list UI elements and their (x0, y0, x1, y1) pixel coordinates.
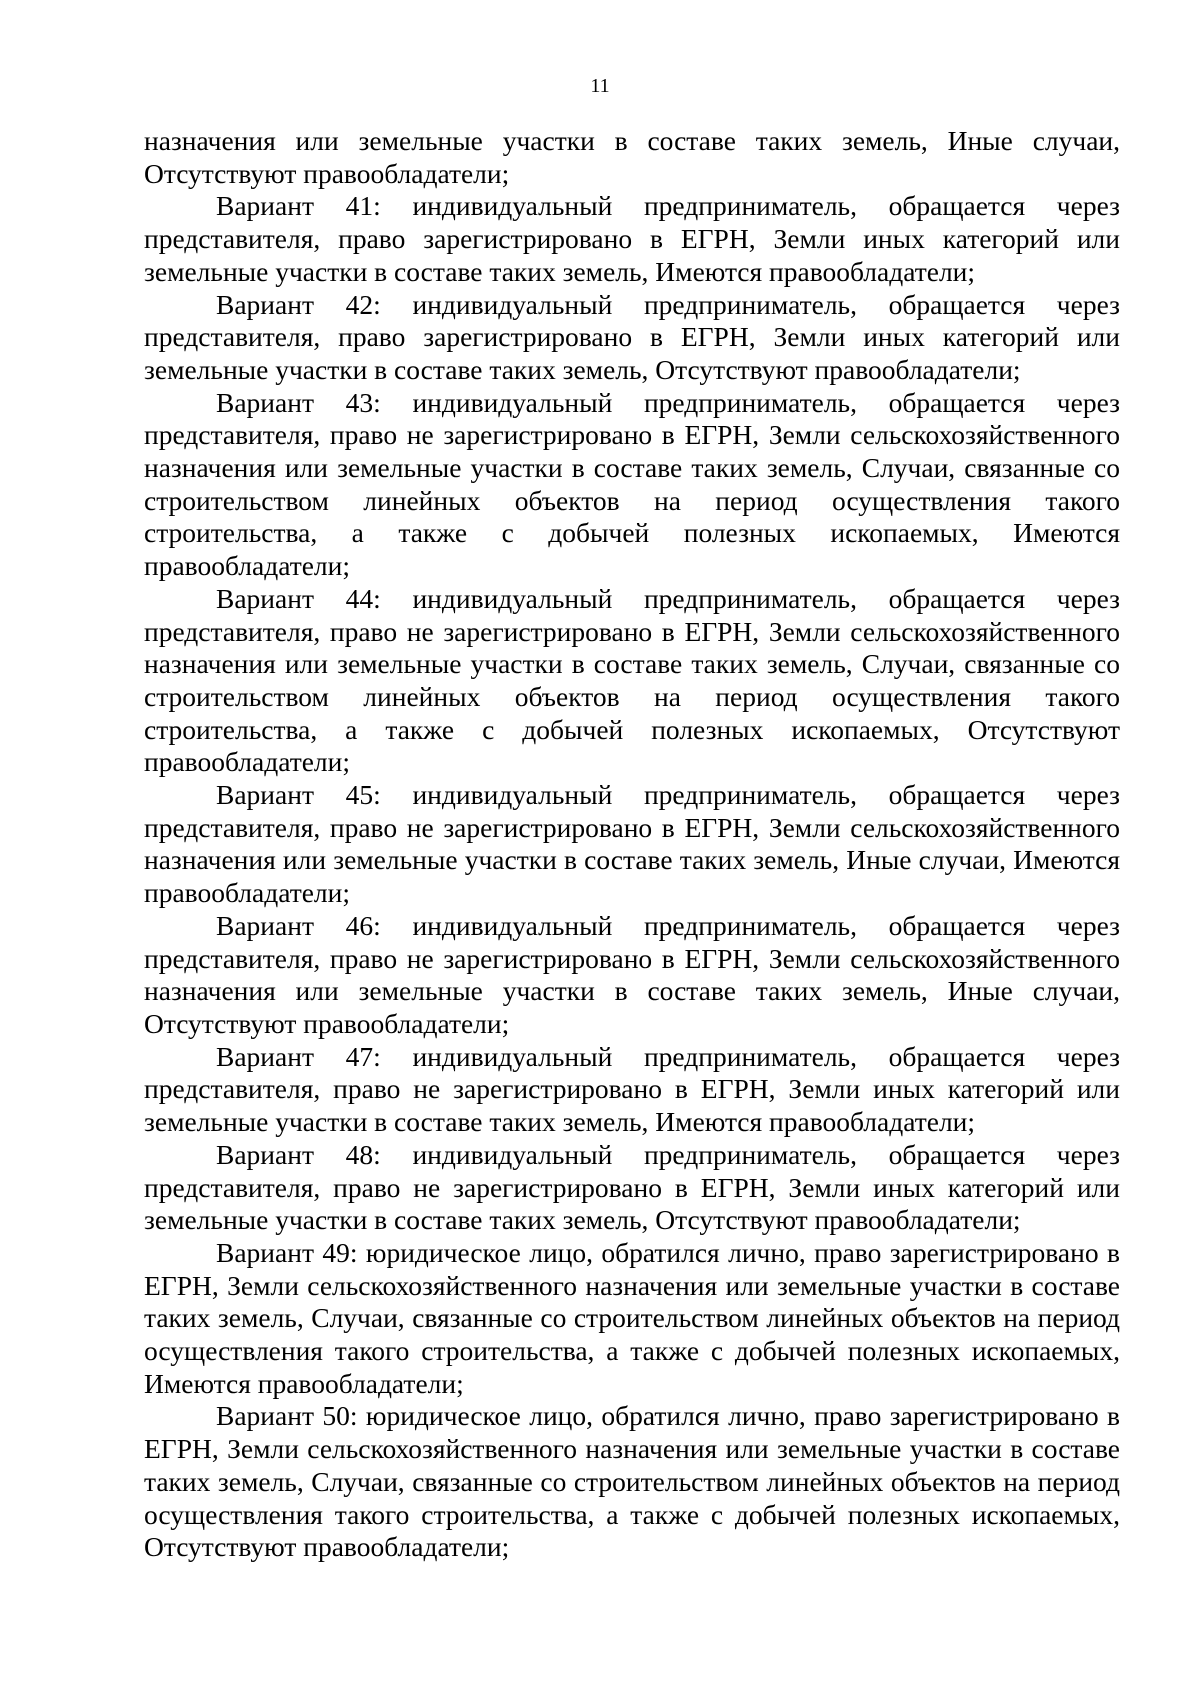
paragraph-variant-48: Вариант 48: индивидуальный предприниматель, обращается через представителя, право не зарегистрировано в ЕГРН, Земли иных категорий или земельные участки в составе таких земель, Отсутствуют правообладатели; (144, 1138, 1120, 1236)
paragraph-variant-47: Вариант 47: индивидуальный предприниматель, обращается через представителя, право не зарегистрировано в ЕГРН, Земли иных категорий или земельные участки в составе таких земель, Имеются правообладатели; (144, 1040, 1120, 1138)
paragraph-variant-49: Вариант 49: юридическое лицо, обратился лично, право зарегистрировано в ЕГРН, Земли сельскохозяйственного назначения или земельные участки в составе таких земель, Случаи, связанные со строительством линейных объектов на период осуществления такого строительства, а также с добычей полезных ископаемых, Имеются правообладатели; (144, 1236, 1120, 1399)
paragraph-variant-45: Вариант 45: индивидуальный предприниматель, обращается через представителя, право не зарегистрировано в ЕГРН, Земли сельскохозяйственного назначения или земельные участки в составе таких земель, Иные случаи, Имеются правообладатели; (144, 779, 1120, 909)
paragraph-continuation: назначения или земельные участки в составе таких земель, Иные случаи, Отсутствуют правообладатели; (144, 125, 1120, 189)
paragraph-variant-44: Вариант 44: индивидуальный предприниматель, обращается через представителя, право не зарегистрировано в ЕГРН, Земли сельскохозяйственного назначения или земельные участки в составе таких земель, Случаи, связанные со строительством линейных объектов на период осуществления такого строительства, а также с добычей полезных ископаемых, Отсутствуют правообладатели; (144, 582, 1120, 778)
paragraph-variant-46: Вариант 46: индивидуальный предприниматель, обращается через представителя, право не зарегистрировано в ЕГРН, Земли сельскохозяйственного назначения или земельные участки в составе таких земель, Иные случаи, Отсутствуют правообладатели; (144, 909, 1120, 1039)
paragraph-variant-42: Вариант 42: индивидуальный предприниматель, обращается через представителя, право зарегистрировано в ЕГРН, Земли иных категорий или земельные участки в составе таких земель, Отсутствуют правообладатели; (144, 288, 1120, 385)
document-body (144, 125, 1120, 1564)
paragraph-variant-43: Вариант 43: индивидуальный предприниматель, обращается через представителя, право не зарегистрировано в ЕГРН, Земли сельскохозяйственного назначения или земельные участки в составе таких земель, Случаи, связанные со строительством линейных объектов на период осуществления такого строительства, а также с добычей полезных ископаемых, Имеются правообладатели; (144, 386, 1120, 582)
paragraph-variant-50: Вариант 50: юридическое лицо, обратился лично, право зарегистрировано в ЕГРН, Земли сельскохозяйственного назначения или земельные участки в составе таких земель, Случаи, связанные со строительством линейных объектов на период осуществления такого строительства, а также с добычей полезных ископаемых, Отсутствуют правообладатели; (144, 1400, 1120, 1563)
page-number: 11 (590, 75, 610, 97)
paragraph-variant-41: Вариант 41: индивидуальный предприниматель, обращается через представителя, право зарегистрировано в ЕГРН, Земли иных категорий или земельные участки в составе таких земель, Имеются правообладатели; (144, 190, 1120, 287)
